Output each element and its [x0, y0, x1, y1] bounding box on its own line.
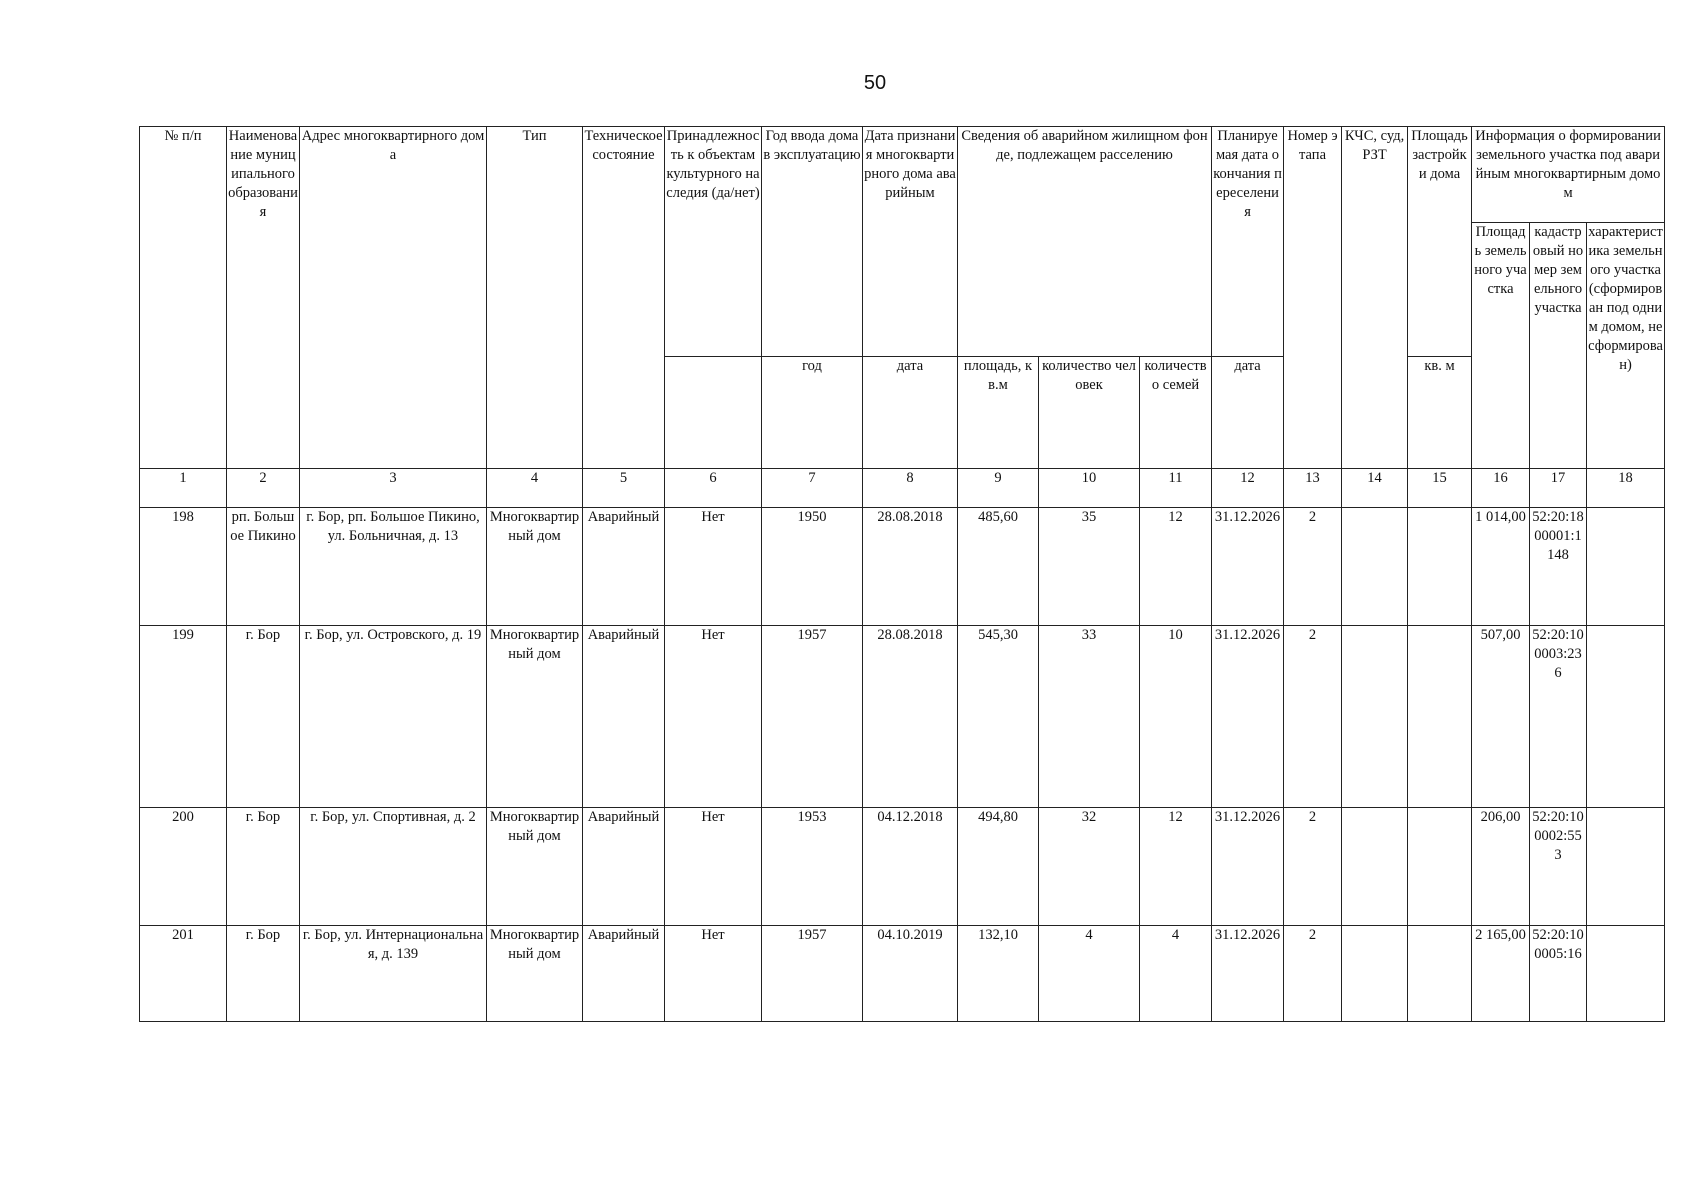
header-stage: Номер этапа [1284, 127, 1342, 469]
header-unit-people: количество человек [1039, 357, 1140, 469]
cell-land-char [1587, 626, 1665, 808]
cell-condition: Аварийный [583, 626, 665, 808]
cell-build-area [1408, 926, 1472, 1022]
page-number: 50 [863, 72, 887, 94]
cell-type: Многоквартирный дом [487, 626, 583, 808]
col-number: 14 [1342, 469, 1408, 508]
cell-date: 28.08.2018 [863, 508, 958, 626]
header-land-char: характеристика земельного участка (сформирован под одним домом, не сформирован) [1587, 223, 1665, 469]
col-number: 5 [583, 469, 665, 508]
col-number: 10 [1039, 469, 1140, 508]
cell-area: 132,10 [958, 926, 1039, 1022]
header-unit-sqm: кв. м [1408, 357, 1472, 469]
col-number: 2 [227, 469, 300, 508]
column-numbers-row [140, 469, 1665, 508]
cell-address: г. Бор, ул. Островского, д. 19 [300, 626, 487, 808]
header-building-area: Площадь застройки дома [1408, 127, 1472, 357]
col-number: 13 [1284, 469, 1342, 508]
cell-address: г. Бор, ул. Интернациональная, д. 139 [300, 926, 487, 1022]
col-number: 12 [1212, 469, 1284, 508]
cell-address: г. Бор, рп. Большое Пикино, ул. Больничная, д. 13 [300, 508, 487, 626]
cell-date: 04.10.2019 [863, 926, 958, 1022]
cell-planned: 31.12.2026 [1212, 926, 1284, 1022]
cell-cadastral: 52:20:100003:236 [1530, 626, 1587, 808]
cell-municipality: рп. Большое Пикино [227, 508, 300, 626]
header-unit-area: площадь, кв.м [958, 357, 1039, 469]
header-unit-families: количество семей [1140, 357, 1212, 469]
header-land-info: Информация о формировании земельного участка под аварийным многоквартирным домом [1472, 127, 1665, 223]
cell-cadastral: 52:20:1800001:1148 [1530, 508, 1587, 626]
header-type: Тип [487, 127, 583, 469]
table-row [140, 926, 1665, 1022]
cell-heritage: Нет [665, 926, 762, 1022]
header-unit-date2: дата [1212, 357, 1284, 469]
col-number: 16 [1472, 469, 1530, 508]
col-number: 1 [140, 469, 227, 508]
header-unit-date: дата [863, 357, 958, 469]
cell-planned: 31.12.2026 [1212, 508, 1284, 626]
emergency-housing-table [139, 126, 1665, 1022]
cell-num: 201 [140, 926, 227, 1022]
cell-year: 1957 [762, 626, 863, 808]
cell-area: 485,60 [958, 508, 1039, 626]
header-date-recognized: Дата признания многоквартирного дома аварийным [863, 127, 958, 357]
cell-kchs [1342, 926, 1408, 1022]
cell-people: 35 [1039, 508, 1140, 626]
col-number: 8 [863, 469, 958, 508]
col-number: 11 [1140, 469, 1212, 508]
cell-land-char [1587, 926, 1665, 1022]
cell-kchs [1342, 626, 1408, 808]
cell-area: 545,30 [958, 626, 1039, 808]
cell-build-area [1408, 508, 1472, 626]
cell-build-area [1408, 808, 1472, 926]
cell-stage: 2 [1284, 508, 1342, 626]
cell-heritage: Нет [665, 508, 762, 626]
cell-heritage: Нет [665, 626, 762, 808]
cell-people: 32 [1039, 808, 1140, 926]
cell-year: 1950 [762, 508, 863, 626]
cell-land-area: 1 014,00 [1472, 508, 1530, 626]
cell-kchs [1342, 808, 1408, 926]
table-row [140, 508, 1665, 626]
cell-municipality: г. Бор [227, 808, 300, 926]
cell-cadastral: 52:20:100002:553 [1530, 808, 1587, 926]
cell-land-area: 507,00 [1472, 626, 1530, 808]
header-condition: Техническое состояние [583, 127, 665, 469]
cell-families: 12 [1140, 508, 1212, 626]
table-row [140, 808, 1665, 926]
col-number: 9 [958, 469, 1039, 508]
cell-num: 198 [140, 508, 227, 626]
cell-municipality: г. Бор [227, 626, 300, 808]
cell-people: 4 [1039, 926, 1140, 1022]
header-cadastral: кадастровый номер земельного участка [1530, 223, 1587, 469]
col-number: 18 [1587, 469, 1665, 508]
col-number: 15 [1408, 469, 1472, 508]
cell-year: 1953 [762, 808, 863, 926]
table-row [140, 626, 1665, 808]
cell-planned: 31.12.2026 [1212, 626, 1284, 808]
cell-area: 494,80 [958, 808, 1039, 926]
cell-families: 10 [1140, 626, 1212, 808]
header-planned-end: Планируемая дата окончания переселения [1212, 127, 1284, 357]
cell-municipality: г. Бор [227, 926, 300, 1022]
cell-land-char [1587, 808, 1665, 926]
cell-date: 28.08.2018 [863, 626, 958, 808]
cell-stage: 2 [1284, 926, 1342, 1022]
cell-condition: Аварийный [583, 926, 665, 1022]
header-heritage-unit [665, 357, 762, 469]
cell-people: 33 [1039, 626, 1140, 808]
cell-date: 04.12.2018 [863, 808, 958, 926]
cell-land-area: 206,00 [1472, 808, 1530, 926]
cell-condition: Аварийный [583, 808, 665, 926]
cell-type: Многоквартирный дом [487, 926, 583, 1022]
header-year-built: Год ввода дома в эксплуатацию [762, 127, 863, 357]
header-resettlement: Сведения об аварийном жилищном фонде, подлежащем расселению [958, 127, 1212, 357]
cell-families: 4 [1140, 926, 1212, 1022]
col-number: 4 [487, 469, 583, 508]
cell-num: 199 [140, 626, 227, 808]
cell-type: Многоквартирный дом [487, 508, 583, 626]
cell-planned: 31.12.2026 [1212, 808, 1284, 926]
col-number: 6 [665, 469, 762, 508]
col-number: 3 [300, 469, 487, 508]
cell-stage: 2 [1284, 626, 1342, 808]
cell-condition: Аварийный [583, 508, 665, 626]
cell-cadastral: 52:20:100005:16 [1530, 926, 1587, 1022]
col-number: 7 [762, 469, 863, 508]
cell-year: 1957 [762, 926, 863, 1022]
header-land-area: Площадь земельного участка [1472, 223, 1530, 469]
header-unit-year: год [762, 357, 863, 469]
header-address: Адрес многоквартирного дома [300, 127, 487, 469]
col-number: 17 [1530, 469, 1587, 508]
cell-families: 12 [1140, 808, 1212, 926]
header-municipality: Наименование муниципального образования [227, 127, 300, 469]
cell-land-char [1587, 508, 1665, 626]
cell-build-area [1408, 626, 1472, 808]
cell-type: Многоквартирный дом [487, 808, 583, 926]
header-num: № п/п [140, 127, 227, 469]
cell-address: г. Бор, ул. Спортивная, д. 2 [300, 808, 487, 926]
cell-land-area: 2 165,00 [1472, 926, 1530, 1022]
cell-num: 200 [140, 808, 227, 926]
header-kchs: КЧС, суд, РЗТ [1342, 127, 1408, 469]
cell-kchs [1342, 508, 1408, 626]
cell-heritage: Нет [665, 808, 762, 926]
header-heritage: Принадлежность к объектам культурного наследия (да/нет) [665, 127, 762, 357]
cell-stage: 2 [1284, 808, 1342, 926]
